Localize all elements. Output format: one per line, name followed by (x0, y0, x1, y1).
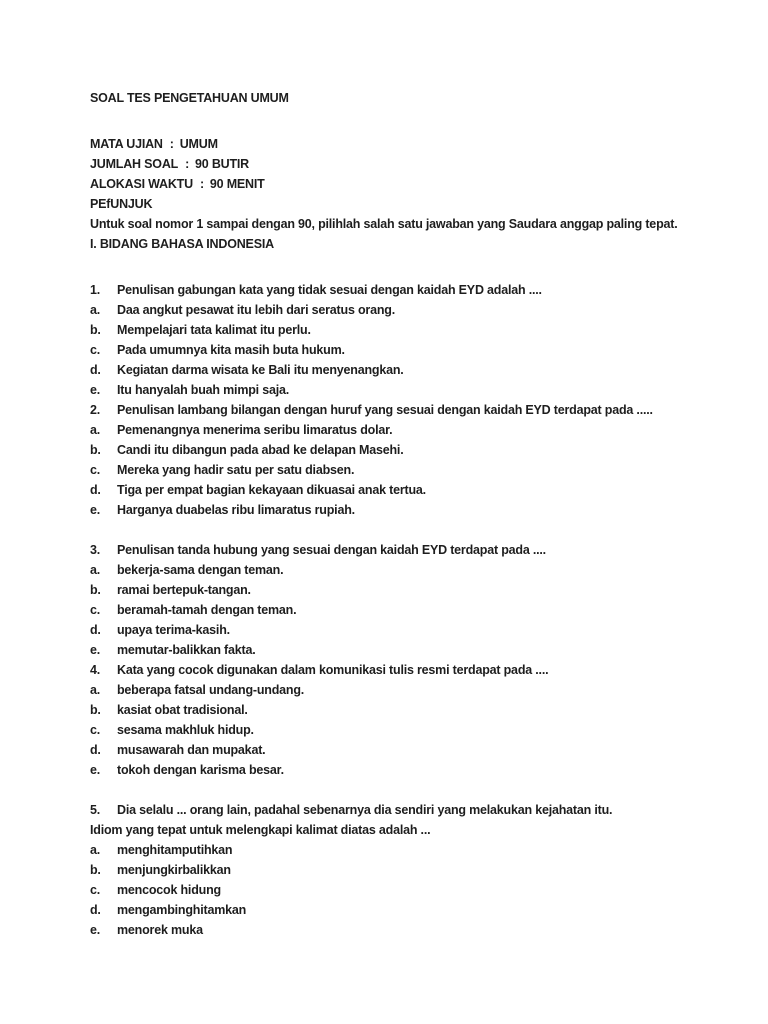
option-letter: e. (90, 763, 101, 777)
option-row (90, 480, 738, 500)
option-letter: c. (90, 883, 101, 897)
question-2 (90, 400, 738, 520)
option-letter: a. (90, 843, 101, 857)
option-row (90, 640, 738, 660)
option-letter: d. (90, 623, 101, 637)
option-text: musawarah dan mupakat. (117, 743, 266, 757)
meta-label: ALOKASI WAKTU (90, 177, 193, 191)
meta-separator: : (185, 157, 190, 171)
option-letter: a. (90, 683, 101, 697)
option-row (90, 460, 738, 480)
meta-row-jumlah-soal (90, 154, 738, 174)
option-text: Pada umumnya kita masih buta hukum. (117, 343, 345, 357)
document-title: SOAL TES PENGETAHUAN UMUM (90, 91, 289, 105)
spacer (90, 780, 738, 800)
question-number: 2. (90, 403, 101, 417)
option-text: Mereka yang hadir satu per satu diabsen. (117, 463, 355, 477)
option-letter: a. (90, 563, 101, 577)
question-text-line (90, 400, 738, 420)
option-text: Daa angkut pesawat itu lebih dari seratus orang. (117, 303, 395, 317)
option-row (90, 420, 738, 440)
meta-value: 90 BUTIR (195, 157, 250, 171)
option-text: Pemenangnya menerima seribu limaratus dolar. (117, 423, 393, 437)
spacer (90, 108, 738, 134)
instructions-text: Untuk soal nomor 1 sampai dengan 90, pilihlah salah satu jawaban yang Saudara anggap paling tepat. (90, 217, 678, 231)
question-text: Dia selalu ... orang lain, padahal sebenarnya dia sendiri yang melakukan kejahatan itu. (117, 803, 613, 817)
option-text: Candi itu dibangun pada abad ke delapan Masehi. (117, 443, 404, 457)
question-text: Kata yang cocok digunakan dalam komunikasi tulis resmi terdapat pada .... (117, 663, 549, 677)
option-letter: c. (90, 463, 101, 477)
question-text-line (90, 800, 738, 820)
question-text-line (90, 660, 738, 680)
option-row (90, 600, 738, 620)
option-letter: c. (90, 723, 101, 737)
option-row (90, 860, 738, 880)
option-letter: e. (90, 643, 101, 657)
meta-row-alokasi-waktu (90, 174, 738, 194)
option-text: menjungkirbalikkan (117, 863, 231, 877)
option-letter: b. (90, 703, 101, 717)
meta-label: JUMLAH SOAL (90, 157, 179, 171)
question-number: 4. (90, 663, 101, 677)
option-text: ramai bertepuk-tangan. (117, 583, 251, 597)
option-text: Harganya duabelas ribu limaratus rupiah. (117, 503, 355, 517)
option-text: upaya terima-kasih. (117, 623, 230, 637)
option-text: Itu hanyalah buah mimpi saja. (117, 383, 290, 397)
meta-value: 90 MENIT (209, 177, 265, 191)
option-letter: a. (90, 423, 101, 437)
meta-separator: : (169, 137, 174, 151)
option-text: Mempelajari tata kalimat itu perlu. (117, 323, 311, 337)
option-text: menorek muka (117, 923, 203, 937)
petunjuk-heading: PEfUNJUK (90, 197, 153, 211)
question-text: Penulisan gabungan kata yang tidak sesuai dengan kaidah EYD adalah .... (117, 283, 542, 297)
option-row (90, 580, 738, 600)
section-heading: I. BIDANG BAHASA INDONESIA (90, 237, 274, 251)
option-letter: d. (90, 903, 101, 917)
option-text: mengambinghitamkan (117, 903, 247, 917)
option-row (90, 880, 738, 900)
question-continuation-line: Idiom yang tepat untuk melengkapi kalimat diatas adalah ... (90, 823, 431, 837)
option-text: Tiga per empat bagian kekayaan dikuasai anak tertua. (117, 483, 426, 497)
option-row (90, 440, 738, 460)
option-row (90, 760, 738, 780)
option-letter: d. (90, 743, 101, 757)
question-text-line (90, 540, 738, 560)
meta-separator: : (199, 177, 204, 191)
question-number: 5. (90, 803, 101, 817)
option-row (90, 320, 738, 340)
option-letter: e. (90, 503, 101, 517)
option-letter: d. (90, 363, 101, 377)
option-text: beramah-tamah dengan teman. (117, 603, 297, 617)
option-letter: b. (90, 583, 101, 597)
option-row (90, 720, 738, 740)
question-number: 1. (90, 283, 101, 297)
question-5 (90, 800, 738, 940)
question-1 (90, 280, 738, 400)
option-row (90, 560, 738, 580)
option-letter: b. (90, 863, 101, 877)
option-text: mencocok hidung (117, 883, 221, 897)
option-row (90, 500, 738, 520)
option-letter: a. (90, 303, 101, 317)
option-text: sesama makhluk hidup. (117, 723, 254, 737)
option-letter: c. (90, 343, 101, 357)
question-3 (90, 540, 738, 660)
option-text: tokoh dengan karisma besar. (117, 763, 284, 777)
option-row (90, 740, 738, 760)
option-row (90, 900, 738, 920)
option-row (90, 300, 738, 320)
option-text: bekerja-sama dengan teman. (117, 563, 284, 577)
option-letter: e. (90, 383, 101, 397)
question-text: Penulisan lambang bilangan dengan huruf yang sesuai dengan kaidah EYD terdapat pada ..... (117, 403, 653, 417)
question-text: Penulisan tanda hubung yang sesuai dengan kaidah EYD terdapat pada .... (117, 543, 546, 557)
option-letter: e. (90, 923, 101, 937)
option-row (90, 620, 738, 640)
option-row (90, 360, 738, 380)
meta-value: UMUM (179, 137, 218, 151)
spacer (90, 520, 738, 540)
question-text-line (90, 280, 738, 300)
option-row (90, 920, 738, 940)
option-row (90, 380, 738, 400)
option-row (90, 840, 738, 860)
meta-label: MATA UJIAN (90, 137, 163, 151)
meta-row-mata-ujian (90, 134, 738, 154)
option-letter: b. (90, 323, 101, 337)
option-letter: b. (90, 443, 101, 457)
option-row (90, 680, 738, 700)
option-text: Kegiatan darma wisata ke Bali itu menyenangkan. (117, 363, 404, 377)
option-text: beberapa fatsal undang-undang. (117, 683, 305, 697)
question-number: 3. (90, 543, 101, 557)
spacer (90, 254, 738, 280)
option-text: memutar-balikkan fakta. (117, 643, 256, 657)
option-text: menghitamputihkan (117, 843, 233, 857)
option-row (90, 340, 738, 360)
option-row (90, 700, 738, 720)
option-letter: d. (90, 483, 101, 497)
option-text: kasiat obat tradisional. (117, 703, 248, 717)
question-4 (90, 660, 738, 780)
option-letter: c. (90, 603, 101, 617)
